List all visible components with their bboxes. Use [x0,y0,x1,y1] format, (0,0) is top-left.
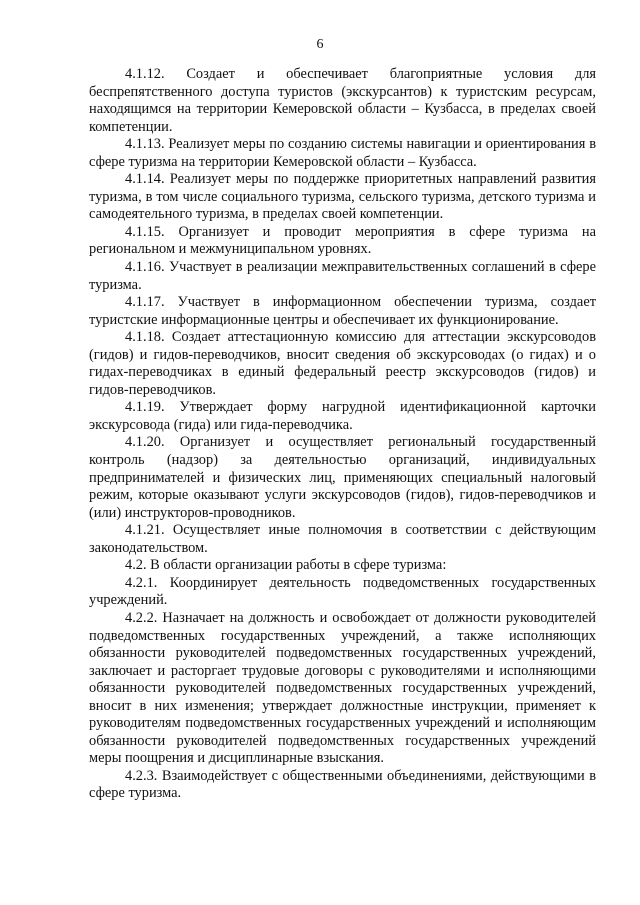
section-heading-4-2: 4.2. В области организации работы в сфере туризма: [125,557,447,574]
paragraph-4-1-20: 4.1.20. Организует и осуществляет региональный государственный контроль (надзор) за деятельностью организаций, индивидуальных предпринимателей и физических лиц, применяющих специальный налоговый режим, которые оказывают услуги экскурсоводов (гидов), гидов-переводчиков и (или) инструкторов-проводников. [89,434,596,521]
paragraph-4-2-3: 4.2.3. Взаимодействует с общественными объединениями, действующими в сфере туризма. [89,767,596,802]
paragraph-4-2-2: 4.2.2. Назначает на должность и освобождает от должности руководителей подведомственных государственных учреждений, а также исполняющих обязанности руководителей подведомственных государственных учреждений, заключает и расторгает трудовые договоры с руководителями и исполняющими обязанности руководителей подведомственных государственных учреждений, вносит в них изменения; утверждает должностные инструкции, применяет к руководителям подведомственных государственных учреждений и исполняющим обязанности руководителей подведомственных государственных учреждений меры поощрения и дисциплинарные взыскания. [89,609,596,767]
paragraph-4-1-14: 4.1.14. Реализует меры по поддержке приоритетных направлений развития туризма, в том числе социального туризма, сельского туризма, детского туризма и самодеятельного туризма, в пределах своей компетенции. [89,171,596,223]
page-number: 6 [316,37,324,52]
paragraph-4-1-21: 4.1.21. Осуществляет иные полномочия в соответствии с действующим законодательством. [89,522,596,556]
paragraph-4-1-18: 4.1.18. Создает аттестационную комиссию для аттестации экскурсоводов (гидов) и гидов-переводчиков, вносит сведения об экскурсоводах (о гидах) и о гидах-переводчиках в единый федеральный реестр экскурсоводов (гидов) и гидов-переводчиков. [89,329,596,398]
document-body [89,66,596,803]
paragraph-4-1-15: 4.1.15. Организует и проводит мероприятия в сфере туризма на региональном и межмуниципальном уровнях. [89,223,596,258]
paragraph-4-1-13: 4.1.13. Реализует меры по созданию системы навигации и ориентирования в сфере туризма на территории Кемеровской области – Кузбасса. [89,136,596,170]
paragraph-4-1-16: 4.1.16. Участвует в реализации межправительственных соглашений в сфере туризма. [89,259,596,293]
paragraph-4-2-1: 4.2.1. Координирует деятельность подведомственных государственных учреждений. [89,574,596,609]
paragraph-4-1-12: 4.1.12. Создает и обеспечивает благоприятные условия для беспрепятственного доступа туристов (экскурсантов) к туристским ресурсам, находящимся на территории Кемеровской области – Кузбасса, в пределах своей компетенции. [89,66,596,135]
paragraph-4-1-19: 4.1.19. Утверждает форму нагрудной идентификационной карточки экскурсовода (гида) или гида-переводчика. [89,399,596,433]
paragraph-4-1-17: 4.1.17. Участвует в информационном обеспечении туризма, создает туристские информационные центры и обеспечивает их функционирование. [89,294,596,328]
